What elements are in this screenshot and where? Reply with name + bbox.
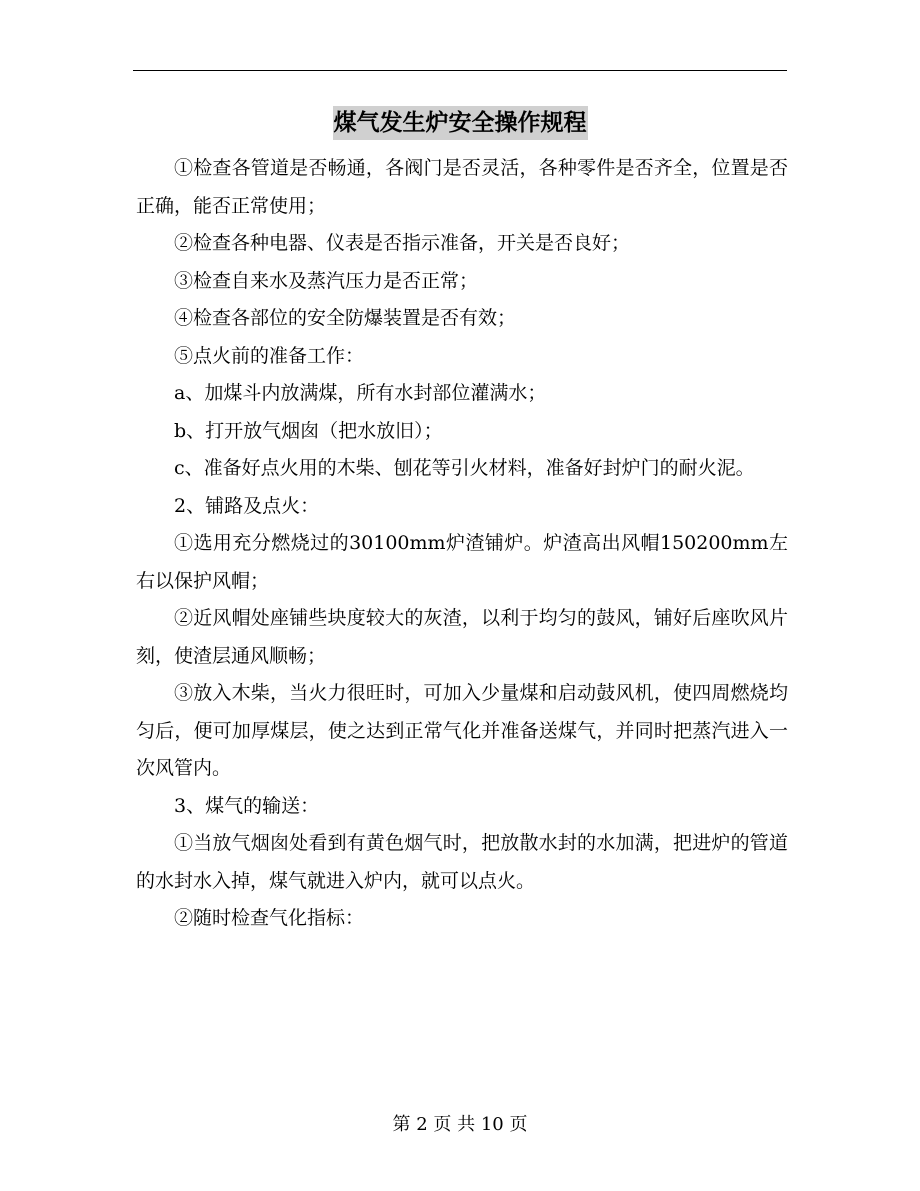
paragraph-check-explosion-proof: ④检查各部位的安全防爆装置是否有效；	[174, 307, 517, 329]
header-rule	[133, 70, 787, 71]
section-heading-2: 2、铺路及点火：	[174, 494, 320, 517]
paragraph-check-electrical: ②检查各种电器、仪表是否指示准备，开关是否良好；	[174, 232, 631, 254]
paragraph-check-water-steam: ③检查自来水及蒸汽压力是否正常；	[174, 269, 479, 292]
paragraph-prep-b: b、打开放气烟囱（把水放旧）；	[174, 419, 443, 442]
paragraph-ash-near-cap: ②近风帽处座铺些块度较大的灰渣，以利于均匀的鼓风，铺好后座吹风片刻，使渣层通风顺畅；	[136, 607, 788, 667]
paragraph-add-wood: ③放入木柴，当火力很旺时，可加入少量煤和启动鼓风机，使四周燃烧均匀后，便可加厚煤层，使之达到正常气化并准备送煤气，并同时把蒸汽进入一次风管内。	[136, 682, 788, 779]
paragraph-prep-c: c、准备好点火用的木柴、刨花等引火材料，准备好封炉门的耐火泥。	[174, 457, 755, 479]
title-container	[0, 106, 920, 140]
document-body	[136, 150, 788, 938]
paragraph-check-indicators: ②随时检查气化指标：	[174, 907, 365, 929]
paragraph-yellow-smoke: ①当放气烟囱处看到有黄色烟气时，把放散水封的水加满，把进炉的管道的水封水入掉，煤气就进入炉内，就可以点火。	[136, 832, 788, 892]
paragraph-slag-bedding: ①选用充分燃烧过的30100mm炉渣铺炉。炉渣高出风帽150200mm左右以保护风帽；	[136, 532, 788, 592]
section-heading-3: 3、煤气的输送：	[174, 794, 320, 817]
paragraph-ignition-prep: ⑤点火前的准备工作：	[174, 344, 365, 367]
paragraph-check-pipes: ①检查各管道是否畅通，各阀门是否灵活，各种零件是否齐全，位置是否正确，能否正常使用；	[136, 157, 788, 217]
paragraph-prep-a: a、加煤斗内放满煤，所有水封部位灌满水；	[174, 382, 547, 404]
document-title: 煤气发生炉安全操作规程	[333, 106, 588, 140]
page-footer: 第 2 页 共 10 页	[392, 1114, 528, 1135]
